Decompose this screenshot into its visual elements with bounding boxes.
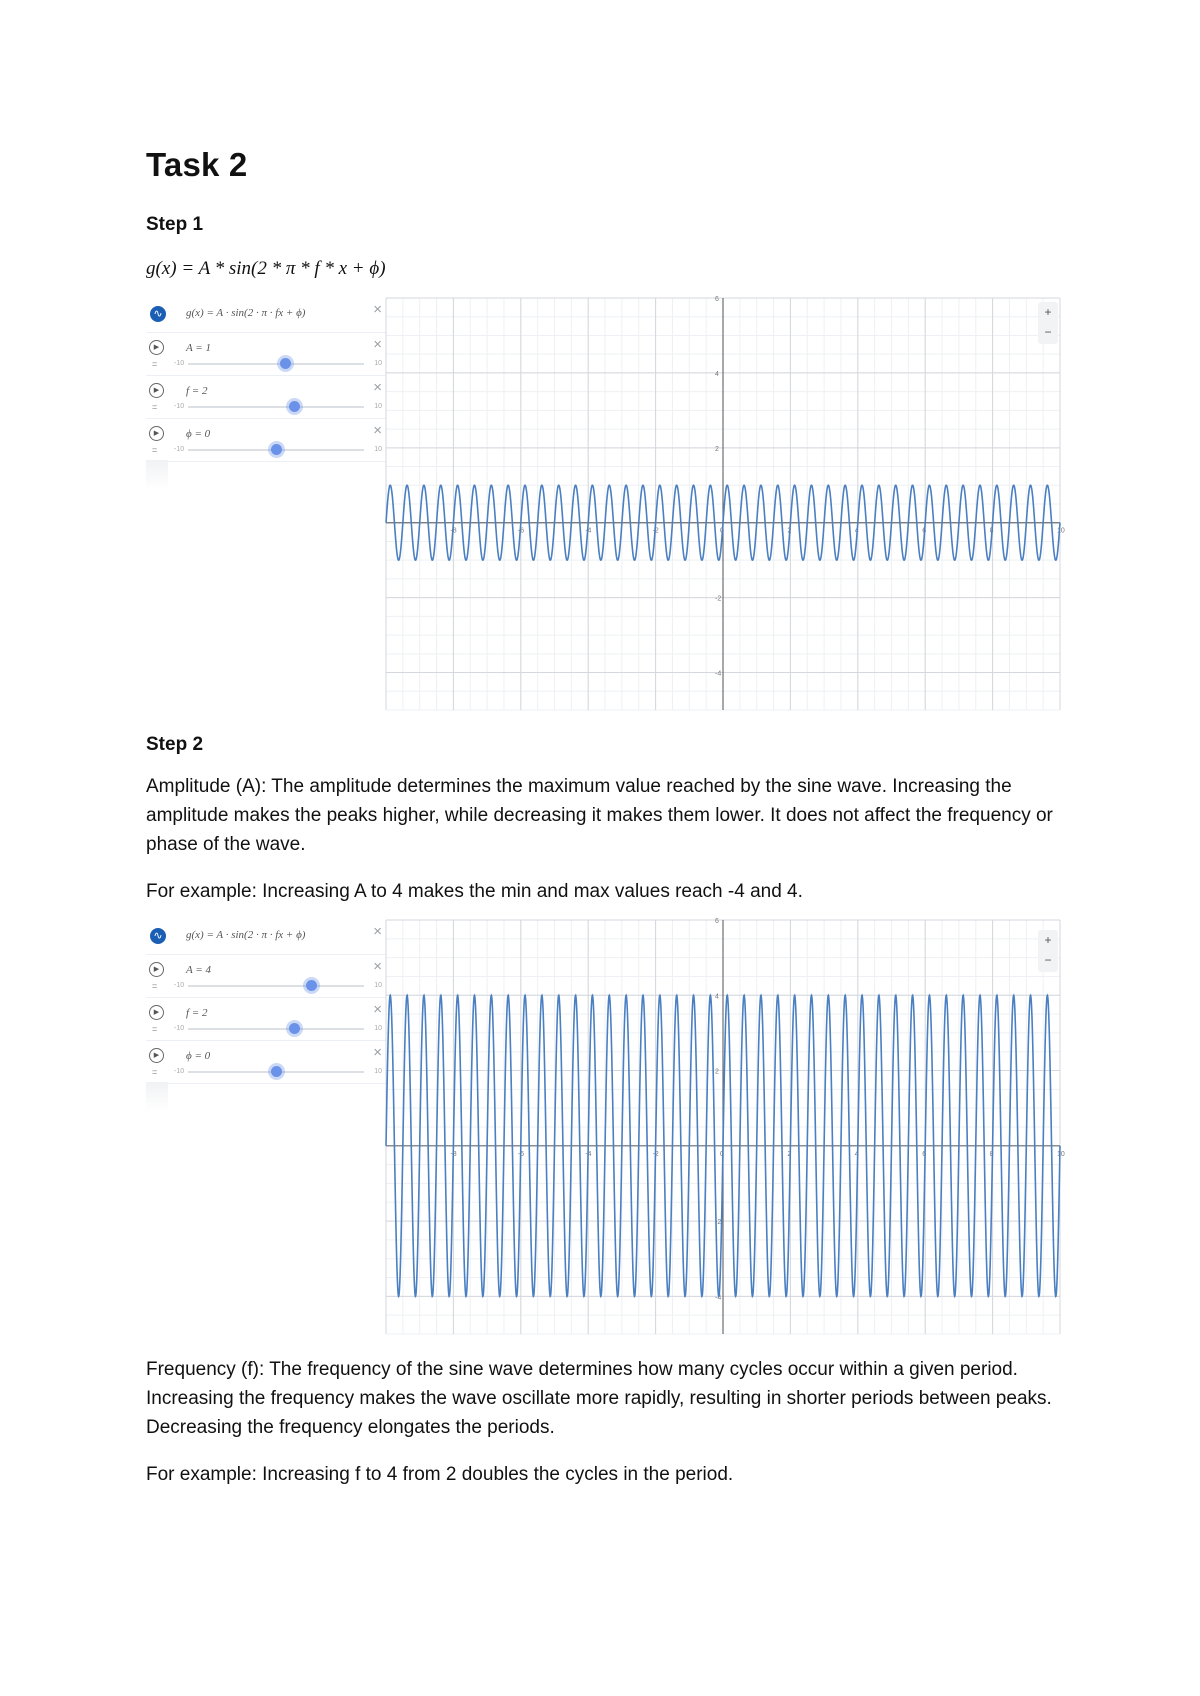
slider-max: 10 [374, 1068, 382, 1075]
slider-max: 10 [374, 403, 382, 410]
x-tick-label: -4 [585, 1150, 592, 1158]
x-tick-label: 2 [787, 527, 792, 535]
x-tick-label: 0 [720, 1150, 724, 1158]
zoom-in-button[interactable]: + [1044, 305, 1052, 319]
slider-knob[interactable] [271, 444, 282, 455]
close-icon[interactable]: × [373, 958, 382, 975]
function-icon: ∿ [150, 928, 166, 944]
slider-expression: A = 4 [186, 964, 211, 976]
x-tick-label: -2 [652, 527, 659, 535]
drag-handle-icon[interactable]: = [152, 1067, 158, 1077]
y-tick-label: -4 [715, 1294, 722, 1302]
y-tick-label: 2 [715, 445, 719, 453]
slider-expression: f = 2 [186, 385, 208, 397]
graph-screenshot-1 [146, 296, 1065, 710]
frequency-paragraph: Frequency (f): The frequency of the sine wave determines how many cycles occur within a given period. Increasing the frequency makes the wave oscillate more rapidly, resulting in shorter periods between peaks. Decreasing the frequency elongates the periods. [146, 1359, 1052, 1438]
x-tick-label: -6 [517, 1150, 525, 1158]
y-tick-label: 2 [715, 1068, 719, 1076]
slider-max: 10 [374, 360, 382, 367]
slider-min: -10 [174, 446, 185, 453]
slider-row-a[interactable] [146, 955, 386, 998]
slider-max: 10 [374, 982, 382, 989]
y-tick-label: 6 [715, 296, 719, 303]
play-icon[interactable]: ▶ [149, 1005, 164, 1020]
drag-handle-icon[interactable]: = [152, 402, 158, 412]
slider-knob[interactable] [306, 980, 317, 991]
slider-min: -10 [174, 1068, 185, 1075]
x-tick-label: -8 [450, 1150, 457, 1158]
slider-row-f[interactable] [146, 376, 386, 419]
x-tick-label: 6 [922, 527, 927, 535]
panel-shadow [146, 460, 168, 490]
x-tick-label: 8 [989, 1150, 994, 1158]
function-expression: g(x) = A · sin(2 · π · fx + ϕ) [186, 929, 306, 941]
play-icon[interactable]: ▶ [149, 1048, 164, 1063]
close-icon[interactable]: × [373, 1044, 382, 1061]
panel-shadow [146, 1082, 168, 1112]
x-tick-label: 6 [922, 1150, 927, 1158]
play-icon[interactable]: ▶ [149, 383, 164, 398]
y-tick-label: -2 [715, 595, 722, 603]
slider-expression: ϕ = 0 [186, 1050, 211, 1062]
zoom-controls[interactable] [1038, 302, 1058, 344]
amplitude-example: For example: Increasing A to 4 makes the min and max values reach -4 and 4. [146, 881, 803, 902]
slider-row-phi[interactable] [146, 419, 386, 462]
x-tick-label: 2 [787, 1150, 792, 1158]
function-row[interactable] [146, 298, 386, 333]
slider-expression: f = 2 [186, 1007, 208, 1019]
algebra-panel [146, 920, 386, 1084]
frequency-example: For example: Increasing f to 4 from 2 doubles the cycles in the period. [146, 1464, 734, 1485]
graph-canvas[interactable] [386, 918, 1065, 1334]
x-tick-label: 10 [1057, 1150, 1065, 1158]
slider-min: -10 [174, 360, 185, 367]
play-icon[interactable]: ▶ [149, 426, 164, 441]
play-icon[interactable]: ▶ [149, 962, 164, 977]
close-icon[interactable]: × [373, 379, 382, 396]
slider-track[interactable] [188, 363, 364, 365]
drag-handle-icon[interactable]: = [152, 1024, 158, 1034]
graph-screenshot-2 [146, 918, 1065, 1334]
slider-expression: A = 1 [186, 342, 211, 354]
y-tick-label: -2 [715, 1219, 722, 1227]
slider-max: 10 [374, 1025, 382, 1032]
step2-heading: Step 2 [146, 734, 204, 755]
x-tick-label: -4 [585, 527, 592, 535]
zoom-out-button[interactable]: − [1044, 953, 1052, 967]
function-icon: ∿ [150, 306, 166, 322]
formula: g(x) = A * sin(2 * π * f * x + ϕ) [146, 258, 386, 279]
slider-track[interactable] [188, 1028, 364, 1030]
slider-track[interactable] [188, 985, 364, 987]
amplitude-paragraph: Amplitude (A): The amplitude determines the maximum value reached by the sine wave. Increasing the amplitude makes the peaks higher, while decreasing it makes them lower. It does not affect the frequency or phase of the wave. [146, 776, 1053, 855]
close-icon[interactable]: × [373, 1001, 382, 1018]
x-tick-label: -8 [450, 527, 457, 535]
x-tick-label: 0 [720, 527, 724, 535]
drag-handle-icon[interactable]: = [152, 981, 158, 991]
algebra-panel [146, 298, 386, 462]
y-tick-label: 4 [715, 993, 719, 1001]
slider-row-phi[interactable] [146, 1041, 386, 1084]
y-tick-label: 4 [715, 370, 719, 378]
x-tick-label: 4 [854, 1150, 859, 1158]
slider-row-f[interactable] [146, 998, 386, 1041]
zoom-controls[interactable] [1038, 930, 1058, 972]
x-tick-label: -2 [652, 1150, 659, 1158]
slider-min: -10 [174, 1025, 185, 1032]
slider-expression: ϕ = 0 [186, 428, 211, 440]
slider-knob[interactable] [280, 358, 291, 369]
close-icon[interactable]: × [373, 923, 382, 940]
close-icon[interactable]: × [373, 422, 382, 439]
y-tick-label: 6 [715, 918, 719, 925]
play-icon[interactable]: ▶ [149, 340, 164, 355]
step1-heading: Step 1 [146, 214, 204, 235]
x-tick-label: 8 [989, 527, 994, 535]
close-icon[interactable]: × [373, 301, 382, 318]
slider-knob[interactable] [289, 401, 300, 412]
slider-row-a[interactable] [146, 333, 386, 376]
zoom-in-button[interactable]: + [1044, 933, 1052, 947]
function-row[interactable] [146, 920, 386, 955]
slider-max: 10 [374, 446, 382, 453]
slider-knob[interactable] [289, 1023, 300, 1034]
close-icon[interactable]: × [373, 336, 382, 353]
slider-min: -10 [174, 982, 185, 989]
page-title: Task 2 [146, 146, 248, 183]
x-tick-label: -6 [517, 527, 525, 535]
slider-min: -10 [174, 403, 185, 410]
x-tick-label: 10 [1057, 527, 1065, 535]
slider-knob[interactable] [271, 1066, 282, 1077]
x-tick-label: 4 [854, 527, 859, 535]
y-tick-label: -4 [715, 670, 722, 678]
drag-handle-icon[interactable]: = [152, 445, 158, 455]
zoom-out-button[interactable]: − [1044, 325, 1052, 339]
drag-handle-icon[interactable]: = [152, 359, 158, 369]
function-expression: g(x) = A · sin(2 · π · fx + ϕ) [186, 307, 306, 319]
slider-track[interactable] [188, 406, 364, 408]
graph-canvas[interactable] [386, 296, 1065, 710]
